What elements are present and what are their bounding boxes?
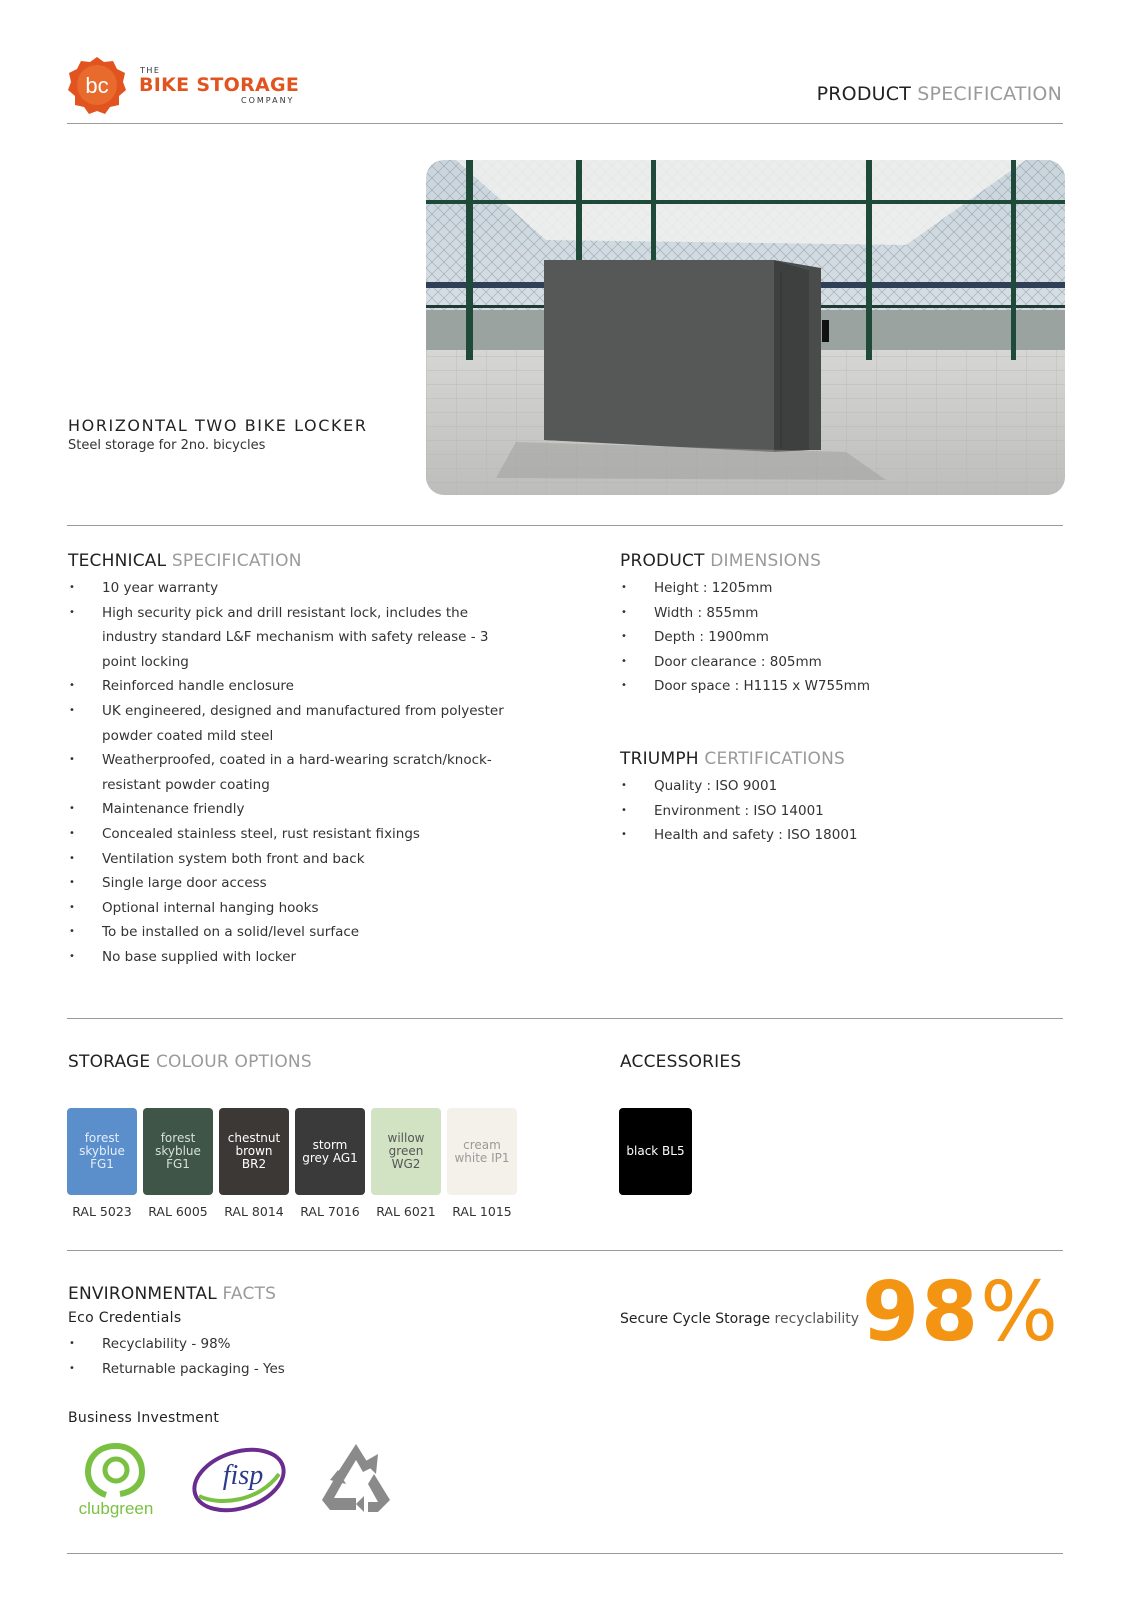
certifications-title-main: TRIUMPH [620, 749, 699, 769]
list-item: • Health and safety : ISO 18001 [620, 823, 1020, 848]
eco-credentials-title: Eco Credentials [68, 1310, 182, 1326]
logo-monogram: bc [85, 73, 109, 98]
accessories-title: ACCESSORIES [620, 1052, 742, 1072]
colour-option [295, 1108, 365, 1219]
list-item: • No base supplied with locker [68, 945, 508, 970]
recyclability-label [620, 1311, 859, 1327]
logo-the: THE [140, 66, 161, 75]
ral-code: RAL 6005 [148, 1204, 208, 1219]
colour-swatch: willow green WG2 [371, 1108, 441, 1195]
list-item: • Maintenance friendly [68, 797, 508, 822]
ral-code: RAL 6021 [376, 1204, 436, 1219]
colour-swatch: storm grey AG1 [295, 1108, 365, 1195]
footer-divider [67, 1553, 1063, 1554]
eco-credentials-list [68, 1332, 468, 1381]
logo-name: BIKE STORAGE [139, 74, 300, 96]
product-subtitle: Steel storage for 2no. bicycles [68, 438, 266, 453]
list-item: • Optional internal hanging hooks [68, 896, 508, 921]
colour-options-title [68, 1052, 312, 1072]
list-item: • Recyclability - 98% [68, 1332, 468, 1357]
colour-swatch: forest skyblue FG1 [67, 1108, 137, 1195]
recyclability-value [862, 1265, 1061, 1360]
colour-option [67, 1108, 137, 1219]
list-item: • Height : 1205mm [620, 576, 1020, 601]
list-item: • Returnable packaging - Yes [68, 1357, 468, 1382]
list-item: • Door clearance : 805mm [620, 650, 1020, 675]
environmental-facts-title-main: ENVIRONMENTAL [68, 1284, 217, 1304]
product-dimensions-title [620, 551, 821, 571]
list-item: • Depth : 1900mm [620, 625, 1020, 650]
certifications-list [620, 774, 1020, 848]
certifications-title-light: CERTIFICATIONS [704, 749, 846, 769]
environmental-facts-title-light: FACTS [222, 1284, 277, 1304]
colour-options-title-light: COLOUR OPTIONS [155, 1052, 312, 1072]
colour-option [143, 1108, 213, 1219]
list-item: • Ventilation system both front and back [68, 847, 508, 872]
colour-swatch: forest skyblue FG1 [143, 1108, 213, 1195]
technical-spec-title-main: TECHNICAL [68, 551, 167, 571]
fisp-logo [189, 1444, 289, 1516]
list-item: • Quality : ISO 9001 [620, 774, 1020, 799]
document-title-light: SPECIFICATION [917, 83, 1062, 105]
colour-swatch: cream white IP1 [447, 1108, 517, 1195]
colour-option [447, 1108, 517, 1219]
colour-option [219, 1108, 289, 1219]
list-item: • High security pick and drill resistant lock, includes the industry standard L&F mechanism with safety release - 3 point locking [68, 601, 508, 675]
technical-spec-title [68, 551, 302, 571]
list-item: • To be installed on a solid/level surface [68, 920, 508, 945]
intro-divider [67, 525, 1063, 526]
technical-spec-list [68, 576, 508, 970]
list-item: • Reinforced handle enclosure [68, 674, 508, 699]
list-item: • Single large door access [68, 871, 508, 896]
ral-code: RAL 5023 [72, 1204, 132, 1219]
colour-options-title-main: STORAGE [68, 1052, 151, 1072]
accessory-swatch: black BL5 [619, 1108, 692, 1195]
environmental-facts-title [68, 1284, 276, 1304]
recyclability-label-main: Secure Cycle Storage [620, 1311, 771, 1327]
colour-option [371, 1108, 441, 1219]
technical-spec-title-light: SPECIFICATION [171, 551, 302, 571]
product-name: HORIZONTAL TWO BIKE LOCKER [68, 416, 368, 435]
product-dimensions-title-main: PRODUCT [620, 551, 705, 571]
colour-divider [67, 1250, 1063, 1251]
colour-swatches [67, 1108, 517, 1219]
clubgreen-logo [70, 1440, 162, 1518]
recyclability-number: 98 [862, 1265, 981, 1360]
logo-badge-icon [68, 56, 126, 114]
document-title-main: PRODUCT [816, 83, 912, 105]
list-item: • Concealed stainless steel, rust resistant fixings [68, 822, 508, 847]
recyclability-unit: % [980, 1265, 1061, 1360]
certifications-title [620, 749, 845, 769]
fisp-text: fisp [222, 1460, 264, 1491]
list-item: • Weatherproofed, coated in a hard-wearing scratch/knock-resistant powder coating [68, 748, 508, 797]
list-item: • 10 year warranty [68, 576, 508, 601]
clubgreen-text: clubgreen [78, 1499, 154, 1518]
header-divider [67, 123, 1063, 124]
product-dimensions-title-light: DIMENSIONS [710, 551, 822, 571]
list-item: • Door space : H1115 x W755mm [620, 674, 1020, 699]
logo-company: COMPANY [241, 96, 295, 105]
list-item: • Width : 855mm [620, 601, 1020, 626]
business-investment-title: Business Investment [68, 1410, 220, 1426]
ral-code: RAL 8014 [224, 1204, 284, 1219]
document-title [817, 83, 1062, 105]
list-item: • Environment : ISO 14001 [620, 799, 1020, 824]
ral-code: RAL 1015 [452, 1204, 512, 1219]
recycle-icon [316, 1440, 396, 1518]
ral-code: RAL 7016 [300, 1204, 360, 1219]
list-item: • UK engineered, designed and manufactured from polyester powder coated mild steel [68, 699, 508, 748]
product-dimensions-list [620, 576, 1020, 699]
product-photo [426, 160, 1065, 495]
colour-swatch: chestnut brown BR2 [219, 1108, 289, 1195]
recyclability-label-light: recyclability [774, 1311, 860, 1327]
spec-divider [67, 1018, 1063, 1019]
